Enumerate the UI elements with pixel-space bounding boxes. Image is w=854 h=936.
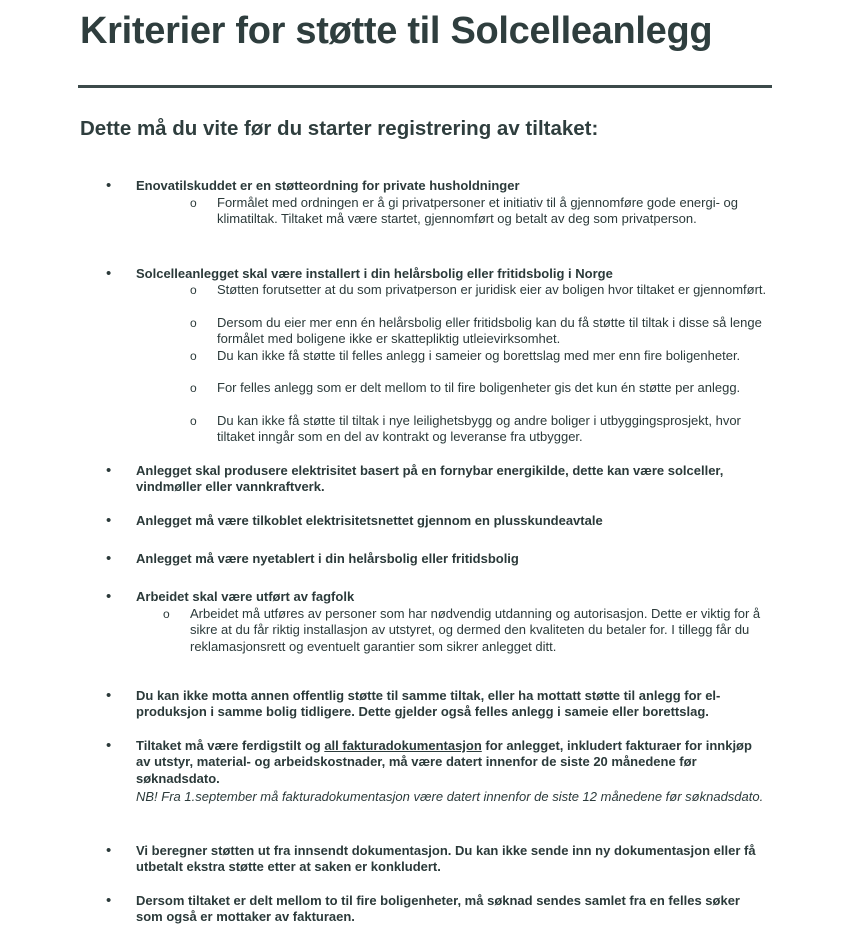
sub-bullet-marker: o bbox=[163, 607, 170, 621]
bullet-marker: • bbox=[106, 687, 112, 704]
criterion-text: Anlegget må være nyetablert i din helårsbolig eller fritidsbolig bbox=[136, 551, 519, 566]
bullet-marker: • bbox=[106, 892, 112, 909]
criterion-text: Arbeidet skal være utført av fagfolk bbox=[136, 589, 355, 604]
page-title: Kriterier for støtte til Solcelleanlegg bbox=[80, 10, 713, 52]
criterion-text-end: for anlegget, inkludert fakturaer for innkjøp av utstyr, material- og arbeidskostnader, må være datert innenfor de siste 20 månedene før søknadsdato. bbox=[136, 738, 752, 786]
sub-bullet-marker: o bbox=[190, 316, 197, 330]
criterion-text-start: Tiltaket må være ferdigstilt og bbox=[136, 738, 325, 753]
criterion-text: Du kan ikke motta annen offentlig støtte til samme tiltak, eller ha mottatt støtte til anlegg for el-produksjon i samme bolig tidligere. Dette gjelder også felles anlegg i sameie eller borettslag. bbox=[136, 688, 721, 720]
sub-item-text: For felles anlegg som er delt mellom to til fire boligenheter gis det kun én støtte per anlegg. bbox=[217, 380, 741, 395]
criterion-text: Solcelleanlegget skal være installert i din helårsbolig eller fritidsbolig i Norge bbox=[136, 266, 613, 281]
invoice-documentation-link[interactable]: all fakturadokumentasjon bbox=[324, 738, 482, 753]
criterion-text bbox=[136, 738, 756, 787]
criterion-text: Anlegget skal produsere elektrisitet basert på en fornybar energikilde, dette kan være solceller, vindmøller eller vannkraftverk. bbox=[136, 463, 724, 495]
bullet-marker: • bbox=[106, 842, 112, 859]
bullet-marker: • bbox=[106, 588, 112, 605]
sub-bullet-marker: o bbox=[190, 283, 197, 297]
criterion-text: Anlegget må være tilkoblet elektrisitetsnettet gjennom en plusskundeavtale bbox=[136, 513, 603, 528]
sub-item-text: Arbeidet må utføres av personer som har nødvendig utdanning og autorisasjon. Dette er viktig for å sikre at du får riktig installasjon av utstyret, og dermed den kvaliteten du betaler for. I tillegg får du reklamasjonsrett og eventuelt garantier som sikrer anlegget ditt. bbox=[190, 606, 761, 654]
sub-item-text: Dersom du eier mer enn én helårsbolig eller fritidsbolig kan du få støtte til tiltak i disse så lenge formålet med boligene ikke er skattepliktig utleievirksomhet. bbox=[217, 315, 762, 347]
sub-item-text: Du kan ikke få støtte til felles anlegg i sameier og borettslag med mer enn fire boligenheter. bbox=[217, 348, 741, 363]
sub-item-text: Du kan ikke få støtte til tiltak i nye leilighetsbygg og andre boliger i utbyggingsprosjekt, hvor tiltaket inngår som en del av kontrakt og leveranse fra utbygger. bbox=[217, 413, 741, 445]
sub-bullet-marker: o bbox=[190, 381, 197, 395]
criterion-text: Dersom tiltaket er delt mellom to til fire boligenheter, må søknad sendes samlet fra en felles søker som også er mottaker av fakturaen. bbox=[136, 893, 740, 925]
sub-bullet-marker: o bbox=[190, 414, 197, 428]
page-subtitle: Dette må du vite før du starter registrering av tiltaket: bbox=[80, 117, 599, 140]
criterion-text: Enovatilskuddet er en støtteordning for private husholdninger bbox=[136, 178, 520, 193]
title-divider bbox=[78, 85, 772, 88]
sub-item-text: Formålet med ordningen er å gi privatpersoner et initiativ til å gjennomføre gode energi- og klimatiltak. Tiltaket må være startet, gjennomført og betalt av deg som privatperson. bbox=[217, 195, 738, 227]
bullet-marker: • bbox=[106, 265, 112, 282]
bullet-marker: • bbox=[106, 737, 112, 754]
sub-bullet-marker: o bbox=[190, 196, 197, 210]
bullet-marker: • bbox=[106, 512, 112, 529]
sub-item-text: Støtten forutsetter at du som privatperson er juridisk eier av boligen hvor tiltaket er gjennomført. bbox=[217, 282, 767, 297]
criterion-note: NB! Fra 1.september må fakturadokumentasjon være datert innenfor de siste 12 månedene før søknadsdato. bbox=[136, 789, 764, 804]
criterion-text: Vi beregner støtten ut fra innsendt dokumentasjon. Du kan ikke sende inn ny dokumentasjon eller få utbetalt ekstra støtte etter at saken er konkludert. bbox=[136, 843, 756, 875]
bullet-marker: • bbox=[106, 177, 112, 194]
bullet-marker: • bbox=[106, 462, 112, 479]
bullet-marker: • bbox=[106, 550, 112, 567]
sub-bullet-marker: o bbox=[190, 349, 197, 363]
